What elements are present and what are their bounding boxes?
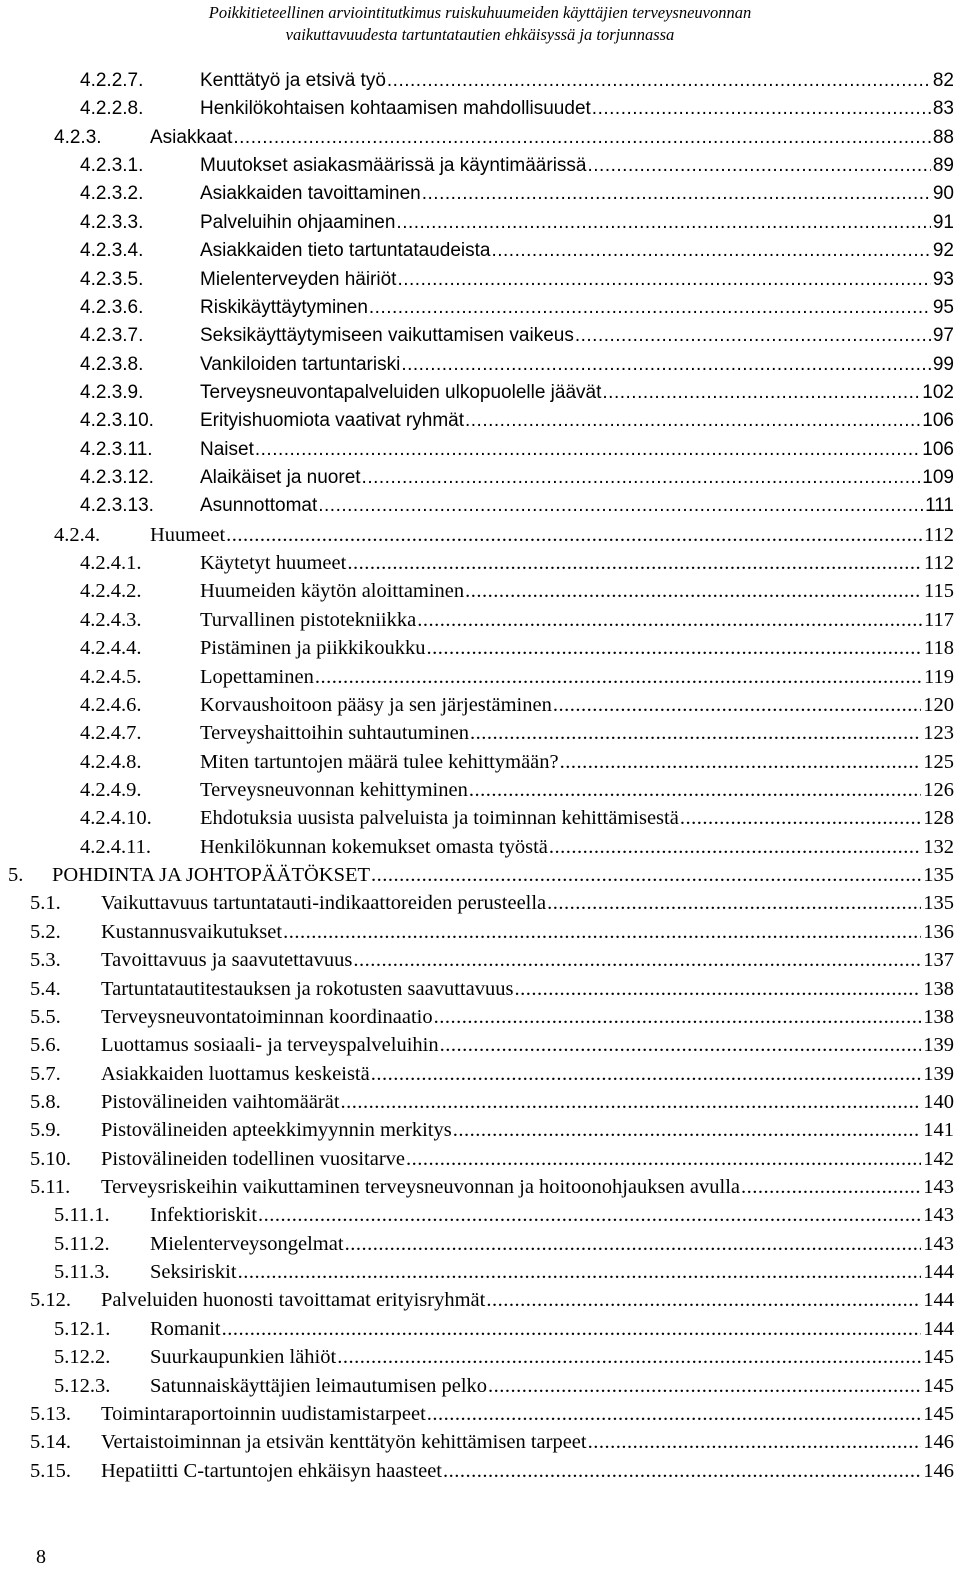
- toc-entry[interactable]: [0, 1148, 960, 1176]
- toc-entry[interactable]: [0, 552, 960, 580]
- toc-entry-title: Asunnottomat: [200, 495, 318, 517]
- dot-leader: [602, 382, 920, 404]
- dot-leader: [560, 751, 922, 774]
- toc-entry-page: 90: [932, 183, 954, 205]
- toc-entry-page: 144: [923, 1289, 954, 1312]
- toc-entry-title: Vankiloiden tartuntariski: [200, 353, 401, 375]
- toc-entry[interactable]: [0, 467, 960, 495]
- toc-entry-number: 4.2.4.11.: [80, 835, 151, 858]
- toc-entry-title: Vertaistoiminnan ja etsivän kenttätyön kehittämisen tarpeet: [101, 1431, 587, 1454]
- toc-entry-page: 95: [932, 296, 954, 318]
- toc-entry-page: 102: [922, 381, 954, 403]
- dot-leader: [283, 921, 921, 944]
- dot-leader: [318, 495, 923, 517]
- dot-leader: [353, 949, 921, 972]
- toc-entry[interactable]: [0, 807, 960, 835]
- dot-leader: [680, 807, 921, 830]
- toc-entry-number: 4.2.4.1.: [80, 552, 142, 575]
- toc-entry-page: 123: [923, 722, 954, 745]
- toc-entry[interactable]: [0, 439, 960, 467]
- toc-entry-title: Miten tartuntojen määrä tulee kehittymään?: [200, 750, 559, 773]
- dot-leader: [337, 1346, 921, 1369]
- dot-leader: [741, 1176, 921, 1199]
- toc-entry[interactable]: [0, 70, 960, 98]
- toc-entry-number: 5.12.2.: [54, 1346, 111, 1369]
- toc-entry[interactable]: [0, 269, 960, 297]
- toc-entry-page: 83: [932, 98, 954, 120]
- toc-entry-number: 5.11.2.: [54, 1232, 110, 1255]
- toc-entry[interactable]: [0, 155, 960, 183]
- toc-entry-title: Kustannusvaikutukset: [101, 920, 283, 943]
- toc-entry[interactable]: [0, 1119, 960, 1147]
- toc-entry-page: 119: [924, 665, 954, 688]
- dot-leader: [315, 666, 922, 689]
- toc-entry-title: Tartuntatautitestauksen ja rokotusten saavuttavuus: [101, 977, 514, 1000]
- toc-entry-number: 5.3.: [30, 949, 61, 972]
- toc-entry-number: 4.2.3.12.: [80, 467, 154, 489]
- toc-entry[interactable]: [0, 666, 960, 694]
- toc-entry-title: Asiakkaiden tavoittaminen: [200, 183, 421, 205]
- toc-entry-number: 4.2.3.10.: [80, 410, 154, 432]
- toc-entry-title: Terveysneuvontapalveluiden ulkopuolelle jäävät: [200, 381, 602, 403]
- toc-entry-number: 4.2.4.5.: [80, 665, 142, 688]
- toc-entry-number: 4.2.3.5.: [80, 268, 144, 290]
- toc-entry-title: POHDINTA JA JOHTOPÄÄTÖKSET: [52, 864, 371, 887]
- toc-entry-title: Lopettaminen: [200, 665, 314, 688]
- toc-entry-title: Seksikäyttäytymiseen vaikuttamisen vaikeus: [200, 325, 574, 347]
- toc-entry[interactable]: [0, 325, 960, 353]
- dot-leader: [465, 410, 920, 432]
- toc-entry-page: 109: [922, 467, 954, 489]
- dot-leader: [238, 1261, 922, 1284]
- toc-entry-number: 4.2.4.7.: [80, 722, 142, 745]
- toc-entry[interactable]: [0, 779, 960, 807]
- toc-entry-title: Satunnaiskäyttäjien leimautumisen pelko: [150, 1374, 488, 1397]
- toc-entry-page: 128: [923, 807, 954, 830]
- toc-entry-title: Romanit: [150, 1317, 221, 1340]
- toc-entry-page: 97: [932, 325, 954, 347]
- toc-entry-page: 143: [923, 1232, 954, 1255]
- toc-entry-title: Asiakkaat: [150, 126, 233, 148]
- toc-entry-page: 145: [923, 1374, 954, 1397]
- toc-entry[interactable]: [0, 978, 960, 1006]
- toc-entry[interactable]: [0, 722, 960, 750]
- toc-entry-page: 89: [932, 155, 954, 177]
- dot-leader: [427, 1403, 921, 1426]
- toc-entry-page: 143: [923, 1204, 954, 1227]
- toc-entry-page: 120: [923, 693, 954, 716]
- toc-entry[interactable]: [0, 1431, 960, 1459]
- toc-entry-page: 99: [932, 353, 954, 375]
- toc-entry-page: 142: [923, 1147, 954, 1170]
- dot-leader: [396, 212, 930, 234]
- table-of-contents: [0, 70, 960, 1488]
- toc-entry[interactable]: [0, 240, 960, 268]
- toc-entry-number: 5.12.3.: [54, 1374, 111, 1397]
- toc-entry[interactable]: [0, 864, 960, 892]
- toc-entry[interactable]: [0, 1289, 960, 1317]
- toc-entry-title: Alaikäiset ja nuoret: [200, 467, 361, 489]
- toc-entry-page: 144: [923, 1261, 954, 1284]
- toc-entry[interactable]: [0, 609, 960, 637]
- toc-entry-number: 5.12.1.: [54, 1317, 111, 1340]
- toc-entry-title: Asiakkaiden tieto tartuntataudeista: [200, 240, 491, 262]
- toc-entry[interactable]: [0, 1091, 960, 1119]
- toc-entry-number: 4.2.2.7.: [80, 70, 144, 91]
- toc-entry-number: 4.2.4.4.: [80, 637, 142, 660]
- toc-entry[interactable]: [0, 836, 960, 864]
- dot-leader: [470, 722, 921, 745]
- toc-entry-number: 5.6.: [30, 1034, 61, 1057]
- toc-entry-title: Turvallinen pistotekniikka: [200, 608, 417, 631]
- dot-leader: [434, 1006, 922, 1029]
- toc-entry[interactable]: [0, 921, 960, 949]
- toc-entry-title: Terveysneuvontatoiminnan koordinaatio: [101, 1005, 433, 1028]
- toc-entry-page: 138: [923, 1005, 954, 1028]
- toc-entry-title: Riskikäyttäytyminen: [200, 296, 368, 318]
- toc-entry-title: Palveluiden huonosti tavoittamat erityisryhmät: [101, 1289, 486, 1312]
- toc-entry-title: Vaikuttavuus tartuntatauti-indikaattoreiden perusteella: [101, 892, 547, 915]
- header-line-2: vaikuttavuudesta tartuntatautien ehkäisyssä ja torjunnassa: [285, 25, 675, 44]
- toc-entry-page: 92: [932, 240, 954, 262]
- toc-entry[interactable]: [0, 1233, 960, 1261]
- dot-leader: [549, 836, 921, 859]
- toc-entry-title: Terveysneuvonnan kehittyminen: [200, 778, 468, 801]
- dot-leader: [488, 1375, 921, 1398]
- dot-leader: [592, 98, 931, 120]
- toc-entry-number: 5.: [8, 864, 24, 887]
- dot-leader: [422, 183, 931, 205]
- running-header: [0, 2, 960, 46]
- toc-entry-title: Terveyshaittoihin suhtautuminen: [200, 722, 470, 745]
- dot-leader: [222, 1318, 922, 1341]
- toc-entry-page: 106: [922, 410, 954, 432]
- toc-entry-number: 5.14.: [30, 1431, 71, 1454]
- dot-leader: [553, 694, 921, 717]
- toc-entry-number: 4.2.4.2.: [80, 580, 142, 603]
- toc-entry-title: Mielenterveysongelmat: [150, 1232, 344, 1255]
- toc-entry-number: 4.2.3.2.: [80, 183, 144, 205]
- toc-entry-number: 5.7.: [30, 1062, 61, 1085]
- toc-entry[interactable]: [0, 98, 960, 126]
- toc-entry-number: 4.2.4.6.: [80, 693, 142, 716]
- toc-entry-title: Erityishuomiota vaativat ryhmät: [200, 410, 464, 432]
- toc-entry[interactable]: [0, 297, 960, 325]
- dot-leader: [465, 580, 922, 603]
- toc-entry-title: Luottamus sosiaali- ja terveyspalveluihin: [101, 1034, 439, 1057]
- toc-entry-page: 144: [923, 1317, 954, 1340]
- toc-entry-page: 93: [932, 268, 954, 290]
- toc-entry-page: 135: [923, 864, 954, 887]
- toc-entry-title: Kenttätyö ja etsivä työ: [200, 70, 386, 91]
- toc-entry-number: 5.4.: [30, 977, 61, 1000]
- toc-entry-page: 138: [923, 977, 954, 1000]
- dot-leader: [258, 1204, 921, 1227]
- toc-entry-title: Korvaushoitoon pääsy ja sen järjestäminen: [200, 693, 552, 716]
- dot-leader: [547, 892, 921, 915]
- toc-entry-title: Tavoittavuus ja saavutettavuus: [101, 949, 353, 972]
- toc-entry-page: 140: [923, 1090, 954, 1113]
- toc-entry-title: Asiakkaiden luottamus keskeistä: [101, 1062, 370, 1085]
- toc-entry-page: 115: [924, 580, 954, 603]
- toc-entry[interactable]: [0, 183, 960, 211]
- dot-leader: [406, 1148, 921, 1171]
- toc-entry[interactable]: [0, 1063, 960, 1091]
- dot-leader: [347, 552, 922, 575]
- toc-entry-page: 137: [923, 949, 954, 972]
- toc-entry[interactable]: [0, 1034, 960, 1062]
- toc-entry-title: Pistäminen ja piikkikoukku: [200, 637, 426, 660]
- toc-entry-page: 111: [925, 495, 954, 517]
- toc-entry[interactable]: [0, 382, 960, 410]
- toc-entry-page: 143: [923, 1176, 954, 1199]
- toc-entry[interactable]: [0, 1318, 960, 1346]
- toc-entry-number: 4.2.3.7.: [80, 325, 144, 347]
- toc-entry-number: 4.2.4.: [54, 523, 101, 546]
- toc-entry-title: Seksiriskit: [150, 1261, 237, 1284]
- dot-leader: [486, 1289, 921, 1312]
- page-number: 8: [36, 1546, 46, 1568]
- dot-leader: [453, 1119, 922, 1142]
- toc-entry-title: Mielenterveyden häiriöt: [200, 268, 397, 290]
- dot-leader: [397, 269, 930, 291]
- toc-entry-number: 4.2.3.1.: [80, 155, 144, 177]
- toc-entry[interactable]: [0, 354, 960, 382]
- toc-entry[interactable]: [0, 637, 960, 665]
- toc-entry[interactable]: [0, 410, 960, 438]
- toc-entry[interactable]: [0, 1261, 960, 1289]
- dot-leader: [233, 127, 930, 149]
- toc-entry-title: Muutokset asiakasmäärissä ja käyntimäärissä: [200, 155, 587, 177]
- toc-entry-number: 5.11.3.: [54, 1261, 110, 1284]
- toc-entry-page: 146: [923, 1431, 954, 1454]
- toc-entry-number: 4.2.3.13.: [80, 495, 154, 517]
- toc-entry-page: 146: [923, 1459, 954, 1482]
- toc-entry-page: 91: [932, 211, 954, 233]
- toc-entry[interactable]: [0, 212, 960, 240]
- toc-entry-number: 4.2.2.8.: [80, 98, 144, 120]
- toc-entry-number: 5.9.: [30, 1119, 61, 1142]
- dot-leader: [341, 1091, 922, 1114]
- toc-entry-number: 5.10.: [30, 1147, 71, 1170]
- dot-leader: [401, 354, 931, 376]
- toc-entry-number: 5.2.: [30, 920, 61, 943]
- toc-entry-page: 136: [923, 920, 954, 943]
- toc-entry-title: Pistovälineiden todellinen vuositarve: [101, 1147, 406, 1170]
- toc-entry-number: 5.15.: [30, 1459, 71, 1482]
- toc-entry[interactable]: [0, 1176, 960, 1204]
- toc-entry-page: 118: [924, 637, 954, 660]
- dot-leader: [491, 240, 930, 262]
- toc-entry[interactable]: [0, 524, 960, 552]
- toc-entry-number: 4.2.3.11.: [80, 438, 153, 460]
- toc-entry-number: 5.5.: [30, 1005, 61, 1028]
- dot-leader: [417, 609, 922, 632]
- dot-leader: [345, 1233, 922, 1256]
- toc-entry-page: 112: [924, 552, 954, 575]
- toc-entry-title: Terveysriskeihin vaikuttaminen terveysneuvonnan ja hoitoonohjauksen avulla: [101, 1176, 741, 1199]
- toc-entry-title: Toimintaraportoinnin uudistamistarpeet: [101, 1402, 426, 1425]
- toc-entry-title: Suurkaupunkien lähiöt: [150, 1346, 337, 1369]
- toc-entry[interactable]: [0, 949, 960, 977]
- dot-leader: [371, 864, 921, 887]
- toc-entry-title: Pistovälineiden vaihtomäärät: [101, 1090, 340, 1113]
- toc-entry-title: Huumeet: [150, 523, 226, 546]
- dot-leader: [226, 524, 922, 547]
- toc-entry-page: 117: [924, 608, 954, 631]
- dot-leader: [362, 467, 921, 489]
- toc-entry[interactable]: [0, 1403, 960, 1431]
- toc-entry-number: 5.11.: [30, 1176, 71, 1199]
- toc-entry-title: Henkilökunnan kokemukset omasta työstä: [200, 835, 548, 858]
- toc-entry-title: Huumeiden käytön aloittaminen: [200, 580, 465, 603]
- toc-entry-number: 5.12.: [30, 1289, 71, 1312]
- toc-entry-number: 4.2.3.6.: [80, 296, 144, 318]
- toc-entry-title: Käytetyt huumeet: [200, 552, 347, 575]
- toc-entry-page: 132: [923, 835, 954, 858]
- toc-entry-title: Ehdotuksia uusista palveluista ja toiminnan kehittämisestä: [200, 807, 679, 830]
- dot-leader: [443, 1460, 921, 1483]
- toc-entry[interactable]: [0, 1006, 960, 1034]
- toc-entry[interactable]: [0, 495, 960, 523]
- toc-entry[interactable]: [0, 1204, 960, 1232]
- toc-entry[interactable]: [0, 1375, 960, 1403]
- toc-entry[interactable]: [0, 892, 960, 920]
- dot-leader: [369, 297, 931, 319]
- toc-entry-page: 139: [923, 1034, 954, 1057]
- toc-entry-number: 4.2.4.3.: [80, 608, 142, 631]
- toc-entry-number: 4.2.4.8.: [80, 750, 142, 773]
- toc-entry-number: 5.13.: [30, 1402, 71, 1425]
- toc-entry-title: Pistovälineiden apteekkimyynnin merkitys: [101, 1119, 452, 1142]
- toc-entry-title: Naiset: [200, 438, 254, 460]
- toc-entry[interactable]: [0, 751, 960, 779]
- toc-entry-page: 106: [922, 438, 954, 460]
- toc-entry-page: 125: [923, 750, 954, 773]
- toc-entry-page: 82: [932, 70, 954, 91]
- toc-entry[interactable]: [0, 694, 960, 722]
- toc-entry-number: 5.1.: [30, 892, 61, 915]
- toc-entry[interactable]: [0, 1346, 960, 1374]
- dot-leader: [440, 1034, 922, 1057]
- toc-entry-page: 141: [923, 1119, 954, 1142]
- toc-entry-number: 5.11.1.: [54, 1204, 110, 1227]
- toc-entry-title: Hepatiitti C-tartuntojen ehkäisyn haasteet: [101, 1459, 442, 1482]
- toc-entry-page: 88: [932, 126, 954, 148]
- toc-entry-title: Infektioriskit: [150, 1204, 258, 1227]
- toc-entry-number: 4.2.3.3.: [80, 211, 144, 233]
- dot-leader: [387, 70, 931, 92]
- header-line-1: Poikkitieteellinen arviointitutkimus ruiskuhuumeiden käyttäjien terveysneuvonnan: [208, 3, 752, 22]
- toc-entry-number: 5.8.: [30, 1090, 61, 1113]
- dot-leader: [588, 155, 931, 177]
- toc-entry[interactable]: [0, 127, 960, 155]
- dot-leader: [588, 1431, 922, 1454]
- toc-entry-number: 4.2.3.: [54, 126, 102, 148]
- toc-entry-page: 135: [923, 892, 954, 915]
- dot-leader: [371, 1063, 922, 1086]
- toc-entry-page: 112: [924, 523, 954, 546]
- toc-entry-page: 126: [923, 778, 954, 801]
- toc-entry-number: 4.2.3.8.: [80, 353, 144, 375]
- dot-leader: [255, 439, 920, 461]
- dot-leader: [427, 637, 923, 660]
- toc-entry-number: 4.2.3.9.: [80, 381, 144, 403]
- dot-leader: [575, 325, 931, 347]
- toc-entry-number: 4.2.4.10.: [80, 807, 152, 830]
- toc-entry-title: Palveluihin ohjaaminen: [200, 211, 396, 233]
- dot-leader: [469, 779, 921, 802]
- toc-entry-page: 145: [923, 1346, 954, 1369]
- toc-entry-number: 4.2.3.4.: [80, 240, 144, 262]
- toc-entry-page: 145: [923, 1402, 954, 1425]
- toc-entry-number: 4.2.4.9.: [80, 778, 142, 801]
- toc-entry-title: Henkilökohtaisen kohtaamisen mahdollisuudet: [200, 98, 591, 120]
- toc-entry[interactable]: [0, 580, 960, 608]
- dot-leader: [514, 978, 921, 1001]
- toc-entry-page: 139: [923, 1062, 954, 1085]
- toc-entry[interactable]: [0, 1460, 960, 1488]
